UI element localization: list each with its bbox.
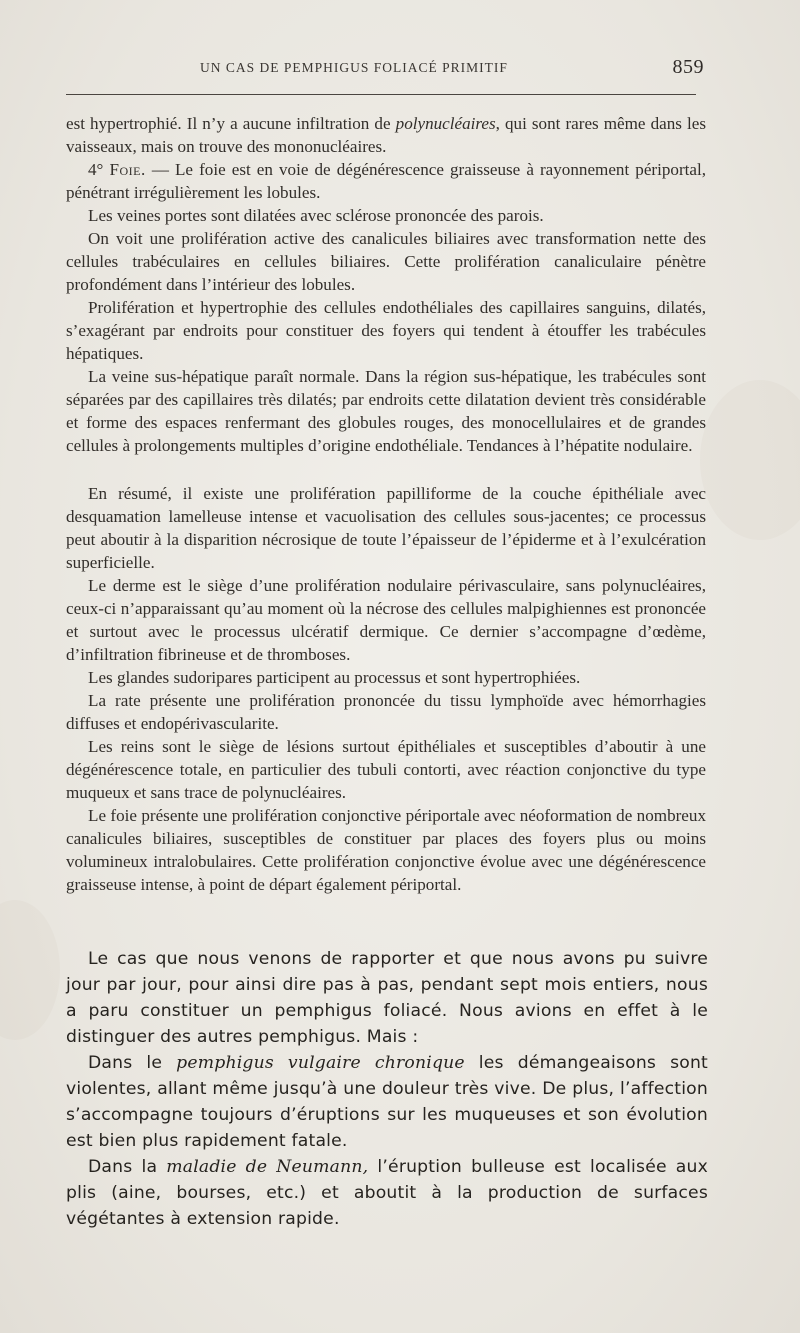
running-title: UN CAS DE PEMPHIGUS FOLIACÉ PRIMITIF bbox=[200, 60, 508, 75]
paragraph-summary: En résumé, il existe une prolifération papilliforme de la couche épithéliale avec desquamation lamelleuse intense et vacuolisation des cellules sous-jacentes; ce processus peut aboutir à la disparition nécrosique de toute l’épaisseur de l’épiderme et à l’exulcération superficielle. bbox=[66, 484, 706, 572]
section-heading: Foie. bbox=[109, 160, 146, 179]
paragraph-gap bbox=[66, 457, 706, 482]
paper-stain bbox=[700, 380, 800, 540]
header-rule bbox=[66, 94, 696, 95]
paragraph: Dans la maladie de Neumann, l’éruption bulleuse est localisée aux plis (aine, bourses, etc.) et aboutit à la production de surfaces végétantes à extension rapide. bbox=[66, 1157, 708, 1229]
paragraph: Les veines portes sont dilatées avec sclérose prononcée des parois. bbox=[88, 206, 544, 225]
paragraph: Les reins sont le siège de lésions surtout épithéliales et susceptibles d’aboutir à une dégénérescence totale, en particulier des tubuli contorti, avec réaction conjonctive du type muqueux et sans trace de polynucléaires. bbox=[66, 737, 706, 802]
paragraph: Prolifération et hypertrophie des cellules endothéliales des capillaires sanguins, dilatés, s’exagérant par endroits pour constituer des foyers qui tendent à étouffer les trabécules hépatiques. bbox=[66, 298, 706, 363]
paragraph: Les glandes sudoripares participent au processus et sont hypertrophiées. bbox=[88, 668, 581, 687]
paragraph: On voit une prolifération active des canalicules biliaires avec transformation nette des cellules trabéculaires en cellules biliaires. Cette prolifération canaliculaire pénètre profondément dans l’intérieur des lobules. bbox=[66, 229, 706, 294]
paragraph: Dans le pemphigus vulgaire chronique les démangeaisons sont violentes, allant même jusqu’à une douleur très vive. De plus, l’affection s’accompagne toujours d’éruptions sur les muqueuses et son évolution est bien plus rapidement fatale. bbox=[66, 1053, 708, 1151]
paper-stain bbox=[0, 900, 60, 1040]
body-text-small bbox=[66, 112, 706, 896]
paragraph-foie: 4° Foie. — Le foie est en voie de dégénérescence graisseuse à rayonnement périportal, pénétrant irrégulièrement les lobules. bbox=[66, 160, 706, 202]
paragraph: est hypertrophié. Il n’y a aucune infiltration de polynucléaires, qui sont rares même dans les vaisseaux, mais on trouve des mononucléaires. bbox=[66, 114, 706, 156]
page-number: 859 bbox=[672, 56, 704, 78]
paragraph: La veine sus-hépatique paraît normale. Dans la région sus-hépatique, les trabécules sont séparées par des capillaires très dilatés; par endroits cette dilatation devient très considérable et forme des espaces renfermant des globules rouges, des monocellulaires et de grandes cellules à prolongements multiples d’origine endothéliale. Tendances à l’hépatite nodulaire. bbox=[66, 367, 706, 455]
paragraph: La rate présente une prolifération prononcée du tissu lymphoïde avec hémorrhagies diffuses et endopérivascularite. bbox=[66, 691, 706, 733]
body-text-large bbox=[66, 946, 708, 1232]
paragraph: Le foie présente une prolifération conjonctive périportale avec néoformation de nombreux canalicules biliaires, susceptibles de constituer par places des foyers plus ou moins volumineux intralobulaires. Cette prolifération conjonctive évolue avec une dégénérescence graisseuse intense, à point de départ également périportal. bbox=[66, 806, 706, 894]
paragraph: Le cas que nous venons de rapporter et que nous avons pu suivre jour par jour, pour ainsi dire pas à pas, pendant sept mois entiers, nous a paru constituer un pemphigus foliacé. Nous avions en effet à le distinguer des autres pemphigus. Mais : bbox=[66, 949, 708, 1047]
running-head bbox=[66, 58, 704, 84]
paragraph: Le derme est le siège d’une prolifération nodulaire périvasculaire, sans polynucléaires, ceux-ci n’apparaissant qu’au moment où la nécrose des cellules malpighiennes est prononcée et surtout avec le processus ulcératif dermique. Ce dernier s’accompagne d’œdème, d’infiltration fibrineuse et de thromboses. bbox=[66, 576, 706, 664]
